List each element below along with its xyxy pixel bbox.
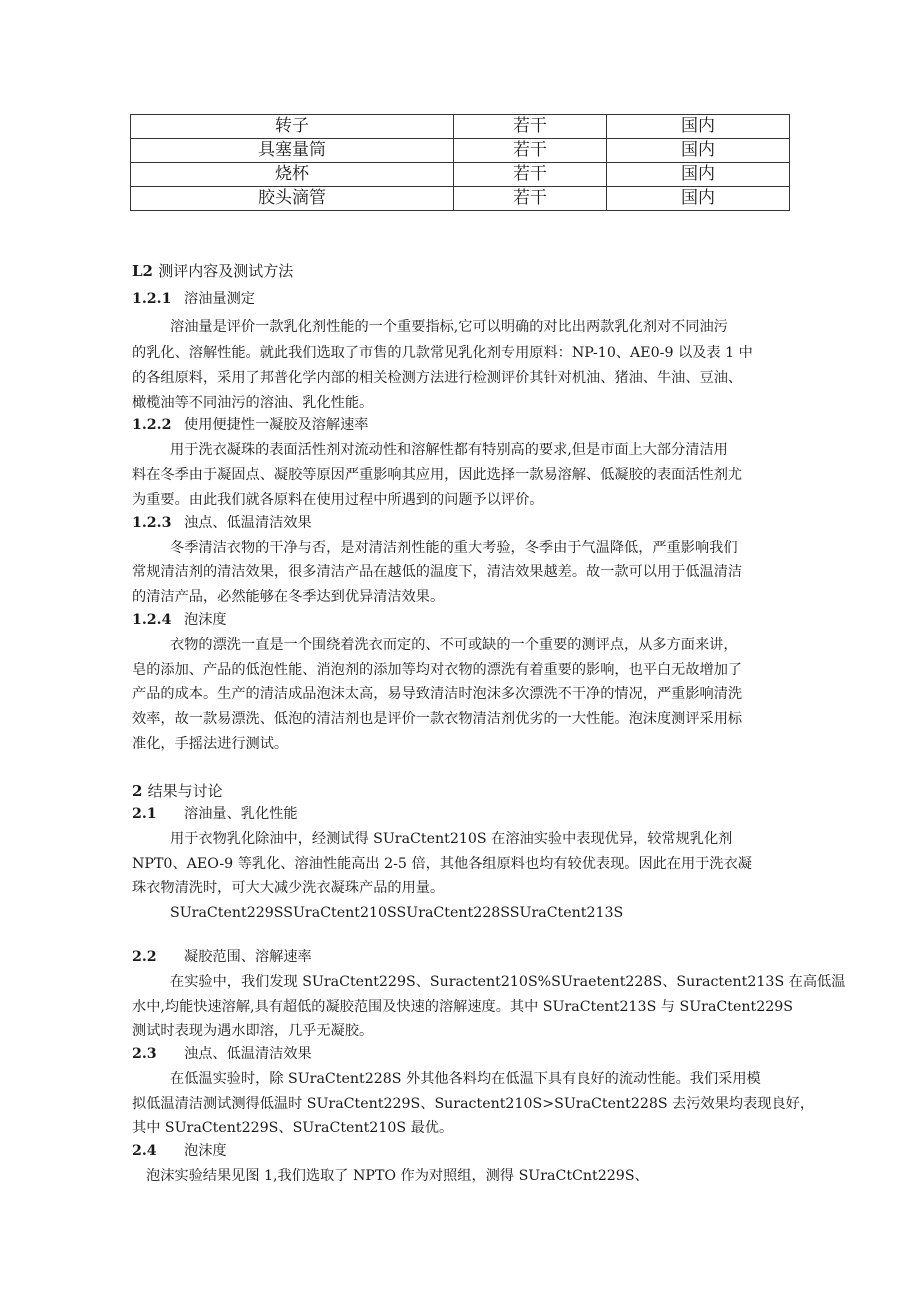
subsection-heading [132,288,794,310]
subsection-heading [132,609,794,631]
paragraph-line: 准化，手摇法进行测试。 [132,736,289,752]
section-number: L2 [132,262,153,280]
subsection-heading [132,414,794,436]
table-cell: 具塞量筒 [131,139,454,163]
subsection-title: 溶油量、乳化性能 [184,806,298,822]
figure-caption: SUraCtent229SSUraCtent210SSUraCtent228SSUraCtent213S [170,905,624,921]
section-heading [132,260,794,282]
section-number: 2 [132,782,143,800]
table-cell: 胶头滴管 [131,187,454,211]
table-cell: 转子 [131,115,454,139]
paragraph-line: 其中 SUraCtent229S、SUraCtent210S 最优。 [132,1120,454,1136]
subsection-heading [132,1140,794,1162]
paragraph-line: 测试时表现为遇水即溶，几乎无凝胶。 [132,1023,374,1039]
paragraph-line: 常规清洁剂的清洁效果，很多清洁产品在越低的温度下，清洁效果越差。故一款可以用于低温清洁 [132,564,743,580]
subsection-number: 1.2.4 [132,612,172,628]
subsection-number: 2.1 [132,806,157,822]
paragraph-line: 用于衣物乳化除油中，经测试得 SUraCtent210S 在溶油实验中表现优异，较常规乳化剂 [170,831,733,847]
subsection-number: 1.2.2 [132,417,172,433]
subsection-heading [132,803,794,825]
paragraph-line: 产品的成本。生产的清洁成品泡沫太高，易导致清洁时泡沫多次漂洗不干净的情况，严重影响清洗 [132,686,743,702]
subsection-title: 使用便捷性一凝胶及溶解速率 [184,417,369,433]
table-cell: 国内 [607,187,790,211]
subsection-heading [132,512,794,534]
table-row [131,187,790,211]
table-cell: 若干 [454,139,607,163]
subsection-number: 1.2.3 [132,515,172,531]
subsection-number: 2.4 [132,1143,157,1159]
table-cell: 国内 [607,163,790,187]
paragraph-line: 皂的添加、产品的低泡性能、消泡剂的添加等均对衣物的漂洗有着重要的影响，也平白无故增加了 [132,662,743,678]
paragraph-line: 水中,均能快速溶解,具有超低的凝胶范围及快速的溶解速度。其中 SUraCtent213S 与 SUraCtent229S [132,999,794,1015]
section-heading [132,780,794,802]
paragraph-line: 冬季清洁衣物的干净与否，是对清洁剂性能的重大考验，冬季由于气温降低，严重影响我们 [170,540,738,556]
paragraph-line: 在低温实验时，除 SUraCtent228S 外其他各料均在低温下具有良好的流动性能。我们采用模 [170,1071,761,1087]
table-cell: 烧杯 [131,163,454,187]
table-cell: 国内 [607,115,790,139]
subsection-heading [132,946,794,968]
paragraph-line: 在实验中，我们发现 SUraCtent229S、Suractent210S%SUraetent228S、Suractent213S 在高低温 [170,974,846,990]
table-row [131,115,790,139]
paragraph-line: 溶油量是评价一款乳化剂性能的一个重要指标,它可以明确的对比出两款乳化剂对不同油污 [170,319,728,335]
subsection-number: 2.3 [132,1046,157,1062]
table-row [131,163,790,187]
subsection-title: 凝胶范围、溶解速率 [184,949,312,965]
paragraph-line: 珠衣物清洗时，可大大减少洗衣凝珠产品的用量。 [132,880,445,896]
paragraph-line: 为重要。由此我们就各原料在使用过程中所遇到的问题予以评价。 [132,492,544,508]
paragraph-line: 料在冬季由于凝固点、凝胶等原因严重影响其应用，因此选择一款易溶解、低凝胶的表面活性剂尤 [132,467,743,483]
subsection-title: 浊点、低温清洁效果 [184,515,312,531]
table-cell: 若干 [454,163,607,187]
equipment-table [130,114,790,211]
subsection-number: 2.2 [132,949,157,965]
subsection-heading [132,1043,794,1065]
paragraph-line: 效率，故一款易漂洗、低泡的清洁剂也是评价一款衣物清洁剂优劣的一大性能。泡沫度测评采用标 [132,711,743,727]
paragraph-line: 拟低温清洁测试测得低温时 SUraCtent229S、Suractent210S>SUraCtent228S 去污效果均表现良好， [132,1096,815,1112]
subsection-title: 泡沫度 [184,1143,227,1159]
paragraph-line: 的各组原料，采用了邦普化学内部的相关检测方法进行检测评价其针对机油、猪油、牛油、豆油、 [132,370,743,386]
paragraph-line: 泡沫实验结果见图 1,我们选取了 NPTO 作为对照组，测得 SUraCtCnt229S、 [146,1168,649,1184]
table-cell: 若干 [454,115,607,139]
paragraph-line: 衣物的漂洗一直是一个围绕着洗衣而定的、不可或缺的一个重要的测评点，从多方面来讲， [170,637,738,653]
section-title: 测评内容及测试方法 [158,262,294,280]
subsection-title: 泡沫度 [184,612,227,628]
table-row [131,139,790,163]
paragraph-line: NPT0、AEO-9 等乳化、溶油性能高出 2-5 倍，其他各组原料也均有较优表现。因此在用于洗衣凝 [132,856,752,872]
subsection-title: 溶油量测定 [184,291,255,307]
subsection-title: 浊点、低温清洁效果 [184,1046,312,1062]
subsection-number: 1.2.1 [132,291,172,307]
paragraph-line: 的清洁产品，必然能够在冬季达到优异清洁效果。 [132,589,445,605]
table-cell: 若干 [454,187,607,211]
section-title: 结果与讨论 [147,782,223,800]
table-cell: 国内 [607,139,790,163]
paragraph-line: 用于洗衣凝珠的表面活性剂对流动性和溶解性都有特别高的要求,但是市面上大部分清洁用 [170,442,728,458]
paragraph-line: 的乳化、溶解性能。就此我们选取了市售的几款常见乳化剂专用原料：NP-10、AE0-9 以及表 1 中 [132,345,753,361]
paragraph-line: 橄榄油等不同油污的溶油、乳化性能。 [132,395,374,411]
